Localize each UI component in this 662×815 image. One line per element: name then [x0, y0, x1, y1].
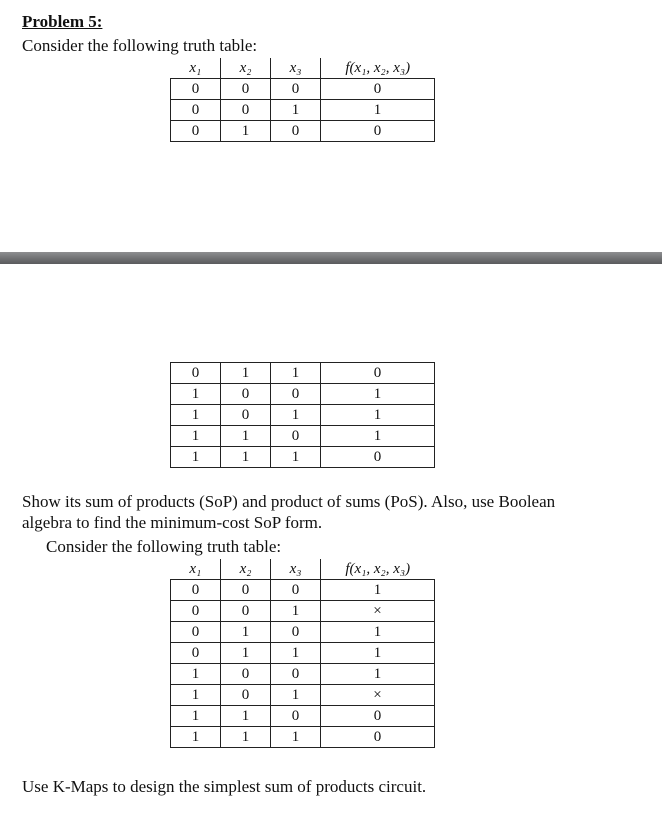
cell: 0 — [321, 706, 435, 727]
cell: 0 — [171, 363, 221, 384]
header-x1: x₁ — [171, 58, 221, 79]
table-row — [171, 664, 435, 685]
cell: 1 — [321, 100, 435, 121]
cell: 1 — [271, 447, 321, 468]
cell: 0 — [271, 706, 321, 727]
table-row — [171, 601, 435, 622]
cell: 0 — [171, 643, 221, 664]
cell: 1 — [221, 447, 271, 468]
table-row — [171, 727, 435, 748]
header-f: f(x₁, x₂, x₃) — [321, 58, 435, 79]
cell: 1 — [321, 580, 435, 601]
table-row — [171, 580, 435, 601]
cell: 1 — [321, 384, 435, 405]
cell: 1 — [171, 426, 221, 447]
table-row — [171, 622, 435, 643]
cell: × — [321, 601, 435, 622]
cell: 0 — [321, 121, 435, 142]
cell: 0 — [321, 79, 435, 100]
header-f: f(x₁, x₂, x₃) — [321, 559, 435, 580]
cell: 1 — [271, 405, 321, 426]
cell: 1 — [271, 363, 321, 384]
cell: 0 — [221, 685, 271, 706]
cell: 0 — [171, 121, 221, 142]
cell: 0 — [271, 622, 321, 643]
cell: 1 — [221, 121, 271, 142]
cell: 1 — [271, 727, 321, 748]
final-instruction: Use K-Maps to design the simplest sum of products circuit. — [22, 777, 427, 796]
cell: 1 — [171, 405, 221, 426]
instructions-line-2: algebra to find the minimum-cost SoP form. — [22, 513, 323, 532]
table-header-row — [171, 559, 435, 580]
table-header-row — [171, 58, 435, 79]
cell: 1 — [171, 685, 221, 706]
cell: 0 — [271, 580, 321, 601]
cell: 1 — [321, 643, 435, 664]
cell: 0 — [271, 121, 321, 142]
cell: 0 — [221, 384, 271, 405]
table-row — [171, 79, 435, 100]
header-x3: x₃ — [271, 58, 321, 79]
cell: 1 — [321, 664, 435, 685]
table-row — [171, 384, 435, 405]
table-row — [171, 426, 435, 447]
instructions-line-1: Show its sum of products (SoP) and product of sums (PoS). Also, use Boolean — [22, 492, 556, 511]
cell: 1 — [271, 685, 321, 706]
table-row — [171, 363, 435, 384]
cell: 0 — [221, 601, 271, 622]
cell: 1 — [171, 706, 221, 727]
table-row — [171, 685, 435, 706]
cell: 0 — [271, 384, 321, 405]
cell: 0 — [321, 363, 435, 384]
instructions-paragraph — [22, 491, 652, 533]
cell: 1 — [221, 426, 271, 447]
cell: 1 — [221, 363, 271, 384]
cell: 0 — [221, 79, 271, 100]
truth-table-2 — [170, 559, 435, 748]
cell: 1 — [221, 643, 271, 664]
cell: 0 — [271, 426, 321, 447]
table-row — [171, 100, 435, 121]
cell: 1 — [171, 447, 221, 468]
cell: 1 — [321, 622, 435, 643]
cell: 0 — [221, 580, 271, 601]
intro-text-2: Consider the following truth table: — [46, 537, 282, 556]
table-row — [171, 643, 435, 664]
cell: 0 — [221, 405, 271, 426]
truth-table-1 — [170, 58, 435, 142]
truth-table-1-continued — [170, 362, 435, 468]
cell: 0 — [171, 100, 221, 121]
cell: 0 — [321, 727, 435, 748]
cell: 0 — [171, 622, 221, 643]
cell: × — [321, 685, 435, 706]
cell: 1 — [221, 727, 271, 748]
problem-title: Problem 5: — [22, 12, 103, 31]
table-row — [171, 121, 435, 142]
cell: 1 — [321, 405, 435, 426]
page-break-divider — [0, 252, 662, 264]
table-row — [171, 447, 435, 468]
cell: 0 — [221, 100, 271, 121]
cell: 0 — [171, 580, 221, 601]
cell: 1 — [271, 100, 321, 121]
cell: 1 — [171, 727, 221, 748]
intro-text: Consider the following truth table: — [22, 36, 258, 55]
cell: 0 — [171, 601, 221, 622]
header-x3: x₃ — [271, 559, 321, 580]
header-x2: x₂ — [221, 559, 271, 580]
table-row — [171, 405, 435, 426]
cell: 1 — [221, 622, 271, 643]
cell: 1 — [321, 426, 435, 447]
header-x1: x₁ — [171, 559, 221, 580]
cell: 1 — [221, 706, 271, 727]
cell: 0 — [321, 447, 435, 468]
cell: 0 — [221, 664, 271, 685]
cell: 0 — [171, 79, 221, 100]
cell: 1 — [271, 643, 321, 664]
cell: 1 — [271, 601, 321, 622]
table-row — [171, 706, 435, 727]
cell: 1 — [171, 384, 221, 405]
cell: 1 — [171, 664, 221, 685]
cell: 0 — [271, 79, 321, 100]
cell: 0 — [271, 664, 321, 685]
header-x2: x₂ — [221, 58, 271, 79]
